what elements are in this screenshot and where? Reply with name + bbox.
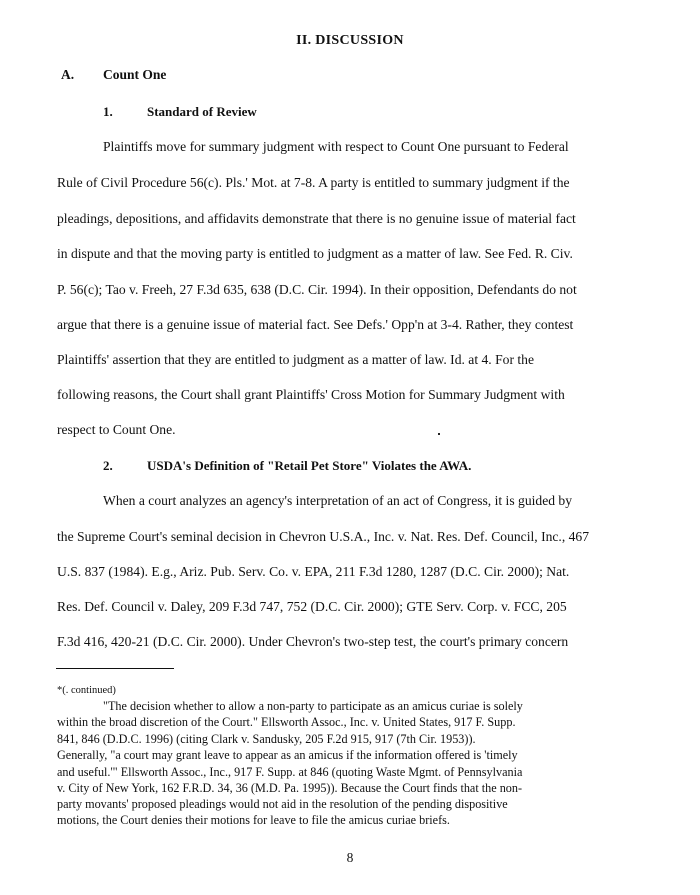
- section-a-title: Count One: [103, 67, 167, 82]
- footnote-continued: *(. continued): [57, 685, 116, 696]
- body-line: respect to Count One.: [57, 422, 176, 437]
- subsection-1-number: 1.: [103, 104, 113, 119]
- body-line: F.3d 416, 420-21 (D.C. Cir. 2000). Under Chevron's two-step test, the court's primary concern: [57, 634, 569, 649]
- page-number: 8: [346, 850, 354, 865]
- body-line: following reasons, the Court shall grant Plaintiffs' Cross Motion for Summary Judgment with: [57, 387, 565, 402]
- footnote-line: party movants' proposed pleadings would not aid in the resolution of the pending dispositive: [57, 797, 508, 811]
- footnote-line: 841, 846 (D.D.C. 1996) (citing Clark v. Sandusky, 205 F.2d 915, 917 (7th Cir. 1953)).: [57, 732, 476, 746]
- body-line: Res. Def. Council v. Daley, 209 F.3d 747, 752 (D.C. Cir. 2000); GTE Serv. Corp. v. FCC, 205: [57, 599, 567, 614]
- footnote-line: "The decision whether to allow a non-party to participate as an amicus curiae is solely: [103, 699, 523, 713]
- body-line: argue that there is a genuine issue of material fact. See Defs.' Opp'n at 3-4. Rather, they contest: [57, 317, 574, 332]
- section-heading-discussion: II. DISCUSSION: [296, 33, 404, 48]
- footnote-line: v. City of New York, 162 F.R.D. 34, 36 (M.D. Pa. 1995)). Because the Court finds that the non-: [57, 781, 523, 795]
- body-line: Plaintiffs move for summary judgment with respect to Count One pursuant to Federal: [103, 139, 569, 154]
- body-line: U.S. 837 (1984). E.g., Ariz. Pub. Serv. Co. v. EPA, 211 F.3d 1280, 1287 (D.C. Cir. 2000); Nat.: [57, 564, 570, 579]
- body-line: Plaintiffs' assertion that they are entitled to judgment as a matter of law. Id. at 4. For the: [57, 352, 534, 367]
- subsection-1-title: Standard of Review: [147, 104, 257, 119]
- body-line: pleadings, depositions, and affidavits demonstrate that there is no genuine issue of material fact: [57, 211, 576, 226]
- body-line: When a court analyzes an agency's interpretation of an act of Congress, it is guided by: [103, 493, 573, 508]
- footnote-line: Generally, "a court may grant leave to appear as an amicus if the information offered is 'timely: [57, 748, 518, 762]
- footnote-line: motions, the Court denies their motions for leave to file the amicus curiae briefs.: [57, 813, 450, 827]
- subsection-2-number: 2.: [103, 458, 113, 473]
- subsection-2-title: USDA's Definition of "Retail Pet Store" Violates the AWA.: [147, 458, 472, 473]
- section-a-letter: A.: [61, 67, 75, 82]
- body-line: in dispute and that the moving party is entitled to judgment as a matter of law. See Fed. R. Civ.: [57, 246, 573, 261]
- body-line: Rule of Civil Procedure 56(c). Pls.' Mot. at 7-8. A party is entitled to summary judgment if the: [57, 175, 570, 190]
- footnote-line: and useful.'" Ellsworth Assoc., Inc., 917 F. Supp. at 846 (quoting Waste Mgmt. of Pennsylvania: [57, 765, 523, 779]
- scan-speck: [438, 433, 440, 435]
- body-line: the Supreme Court's seminal decision in Chevron U.S.A., Inc. v. Nat. Res. Def. Council, Inc., 467: [57, 529, 590, 544]
- footnote-line: within the broad discretion of the Court." Ellsworth Assoc., Inc. v. United States, 917 F. Supp.: [57, 715, 516, 729]
- body-line: P. 56(c); Tao v. Freeh, 27 F.3d 635, 638 (D.C. Cir. 1994). In their opposition, Defendants do not: [57, 282, 577, 297]
- footnote-separator: [56, 668, 174, 669]
